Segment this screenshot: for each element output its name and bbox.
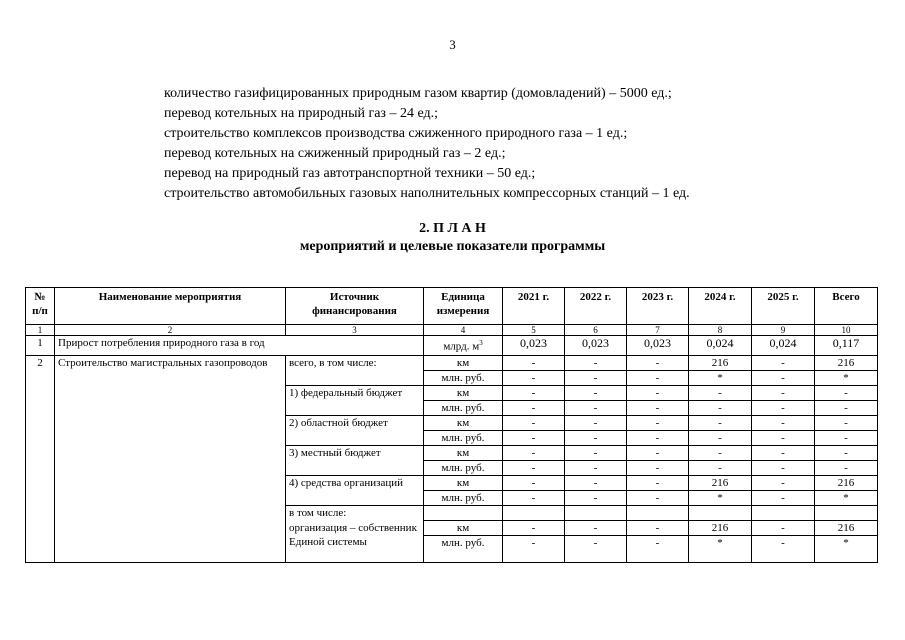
value-cell: - xyxy=(752,386,815,401)
value-cell: - xyxy=(627,416,689,431)
value-cell: - xyxy=(503,491,565,506)
value-cell: * xyxy=(815,491,878,506)
value-cell: 216 xyxy=(689,356,752,371)
value-cell: - xyxy=(503,356,565,371)
column-number: 10 xyxy=(815,325,878,336)
value-cell: - xyxy=(627,386,689,401)
unit-cell: км xyxy=(424,356,503,371)
value-cell: - xyxy=(565,461,627,476)
intro-text xyxy=(164,84,804,204)
value-cell: - xyxy=(752,371,815,386)
column-number: 8 xyxy=(689,325,752,336)
intro-line: перевод котельных на сжиженный природный газ – 2 ед.; xyxy=(164,146,506,161)
table-header-row xyxy=(26,288,878,325)
column-number-row xyxy=(26,325,878,336)
value-cell: * xyxy=(689,371,752,386)
value-cell: - xyxy=(503,536,565,563)
column-number: 4 xyxy=(424,325,503,336)
value-cell: - xyxy=(627,431,689,446)
value-cell: - xyxy=(752,431,815,446)
column-number: 9 xyxy=(752,325,815,336)
unit-cell: км xyxy=(424,446,503,461)
unit-cell: км xyxy=(424,386,503,401)
value-cell: - xyxy=(565,491,627,506)
row-number: 2 xyxy=(26,356,55,563)
value-cell: - xyxy=(503,401,565,416)
value-cell: - xyxy=(503,446,565,461)
unit-cell: млн. руб. xyxy=(424,401,503,416)
value-cell: * xyxy=(815,536,878,563)
empty-cell xyxy=(689,506,752,521)
empty-cell xyxy=(424,506,503,521)
value-cell: - xyxy=(503,371,565,386)
value-cell: - xyxy=(627,401,689,416)
value-cell: - xyxy=(627,491,689,506)
value-cell: - xyxy=(815,401,878,416)
value-cell: - xyxy=(689,401,752,416)
empty-cell xyxy=(752,506,815,521)
value-cell: - xyxy=(627,536,689,563)
including-label: в том числе: xyxy=(286,506,424,521)
empty-cell xyxy=(565,506,627,521)
value-cell: - xyxy=(752,536,815,563)
measure-name: Прирост потребления природного газа в год xyxy=(55,336,424,356)
column-number: 6 xyxy=(565,325,627,336)
unit-cell: млн. руб. xyxy=(424,536,503,563)
header-cell: Единица измерения xyxy=(424,288,503,325)
empty-cell xyxy=(627,506,689,521)
header-cell: 2025 г. xyxy=(752,288,815,325)
unit-cell xyxy=(424,336,503,356)
value-cell: - xyxy=(815,386,878,401)
intro-line: строительство комплексов производства сжиженного природного газа – 1 ед.; xyxy=(164,126,628,141)
value-cell: - xyxy=(565,536,627,563)
empty-cell xyxy=(815,506,878,521)
value-cell: - xyxy=(503,521,565,536)
financing-source: 1) федеральный бюджет xyxy=(286,386,424,416)
row-number: 1 xyxy=(26,336,55,356)
header-cell: 2024 г. xyxy=(689,288,752,325)
unit-text: млрд. м xyxy=(443,340,480,353)
value-cell: - xyxy=(689,431,752,446)
value-cell: - xyxy=(752,416,815,431)
header-cell: Наименование мероприятия xyxy=(55,288,286,325)
value-cell: - xyxy=(503,476,565,491)
intro-line: строительство автомобильных газовых наполнительных компрессорных станций – 1 ед. xyxy=(164,186,690,201)
value-cell: - xyxy=(752,521,815,536)
value-cell: - xyxy=(565,476,627,491)
value-cell: * xyxy=(689,491,752,506)
section-heading xyxy=(0,220,905,256)
value-cell: - xyxy=(815,431,878,446)
unit-cell: км xyxy=(424,521,503,536)
header-cell: № п/п xyxy=(26,288,55,325)
header-cell: Источник финансирования xyxy=(286,288,424,325)
value-cell: - xyxy=(627,521,689,536)
value-cell: - xyxy=(627,356,689,371)
unit-cell: км xyxy=(424,476,503,491)
value-cell: - xyxy=(752,476,815,491)
section-subtitle: мероприятий и целевые показатели программы xyxy=(299,239,606,254)
value-cell: - xyxy=(815,461,878,476)
value-cell: * xyxy=(815,371,878,386)
value-cell: - xyxy=(752,356,815,371)
value-cell: - xyxy=(627,476,689,491)
header-cell: 2022 г. xyxy=(565,288,627,325)
value-cell: - xyxy=(752,491,815,506)
header-cell: 2023 г. xyxy=(627,288,689,325)
unit-cell: млн. руб. xyxy=(424,431,503,446)
value-cell: - xyxy=(503,416,565,431)
value-cell: - xyxy=(752,446,815,461)
plan-table xyxy=(25,287,878,563)
intro-line: перевод котельных на природный газ – 24 ед.; xyxy=(164,106,438,121)
value-cell: - xyxy=(503,461,565,476)
section-title: 2. П Л А Н xyxy=(419,221,486,236)
table-row-consumption xyxy=(26,336,878,356)
header-cell: 2021 г. xyxy=(503,288,565,325)
unit-cell: млн. руб. xyxy=(424,371,503,386)
value-cell: - xyxy=(503,386,565,401)
unit-cell: млн. руб. xyxy=(424,461,503,476)
value-cell: - xyxy=(752,401,815,416)
value-cell: - xyxy=(689,386,752,401)
measure-name: Строительство магистральных газопроводов xyxy=(55,356,286,563)
intro-line: перевод на природный газ автотранспортной техники – 50 ед.; xyxy=(164,166,536,181)
value-cell: - xyxy=(689,446,752,461)
value-cell: - xyxy=(627,461,689,476)
financing-source: всего, в том числе: xyxy=(286,356,424,386)
value-cell: - xyxy=(565,521,627,536)
value-cell: - xyxy=(815,416,878,431)
value-cell: - xyxy=(565,446,627,461)
financing-source: организация – собственник Единой системы xyxy=(286,521,424,563)
value-cell: 0,117 xyxy=(815,336,878,356)
value-cell: 216 xyxy=(689,521,752,536)
intro-line: количество газифицированных природным газом квартир (домовладений) – 5000 ед.; xyxy=(164,86,672,101)
value-cell: - xyxy=(752,461,815,476)
value-cell: 0,023 xyxy=(627,336,689,356)
value-cell: * xyxy=(689,536,752,563)
financing-source: 4) средства организаций xyxy=(286,476,424,506)
value-cell: - xyxy=(815,446,878,461)
financing-source: 2) областной бюджет xyxy=(286,416,424,446)
page-number: 3 xyxy=(449,37,456,52)
column-number: 3 xyxy=(286,325,424,336)
value-cell: - xyxy=(565,371,627,386)
value-cell: 216 xyxy=(815,521,878,536)
value-cell: 0,023 xyxy=(565,336,627,356)
table-row xyxy=(26,356,878,371)
value-cell: 216 xyxy=(689,476,752,491)
value-cell: - xyxy=(627,446,689,461)
column-number: 5 xyxy=(503,325,565,336)
financing-source: 3) местный бюджет xyxy=(286,446,424,476)
value-cell: - xyxy=(565,431,627,446)
value-cell: - xyxy=(565,416,627,431)
value-cell: - xyxy=(689,461,752,476)
unit-cell: млн. руб. xyxy=(424,491,503,506)
value-cell: 216 xyxy=(815,476,878,491)
value-cell: - xyxy=(627,371,689,386)
value-cell: - xyxy=(565,356,627,371)
header-cell: Всего xyxy=(815,288,878,325)
value-cell: 0,024 xyxy=(689,336,752,356)
value-cell: - xyxy=(689,416,752,431)
value-cell: - xyxy=(503,431,565,446)
empty-cell xyxy=(503,506,565,521)
column-number: 1 xyxy=(26,325,55,336)
value-cell: 0,024 xyxy=(752,336,815,356)
unit-cell: км xyxy=(424,416,503,431)
unit-superscript: 3 xyxy=(479,339,483,347)
column-number: 7 xyxy=(627,325,689,336)
value-cell: 216 xyxy=(815,356,878,371)
column-number: 2 xyxy=(55,325,286,336)
value-cell: 0,023 xyxy=(503,336,565,356)
value-cell: - xyxy=(565,386,627,401)
value-cell: - xyxy=(565,401,627,416)
